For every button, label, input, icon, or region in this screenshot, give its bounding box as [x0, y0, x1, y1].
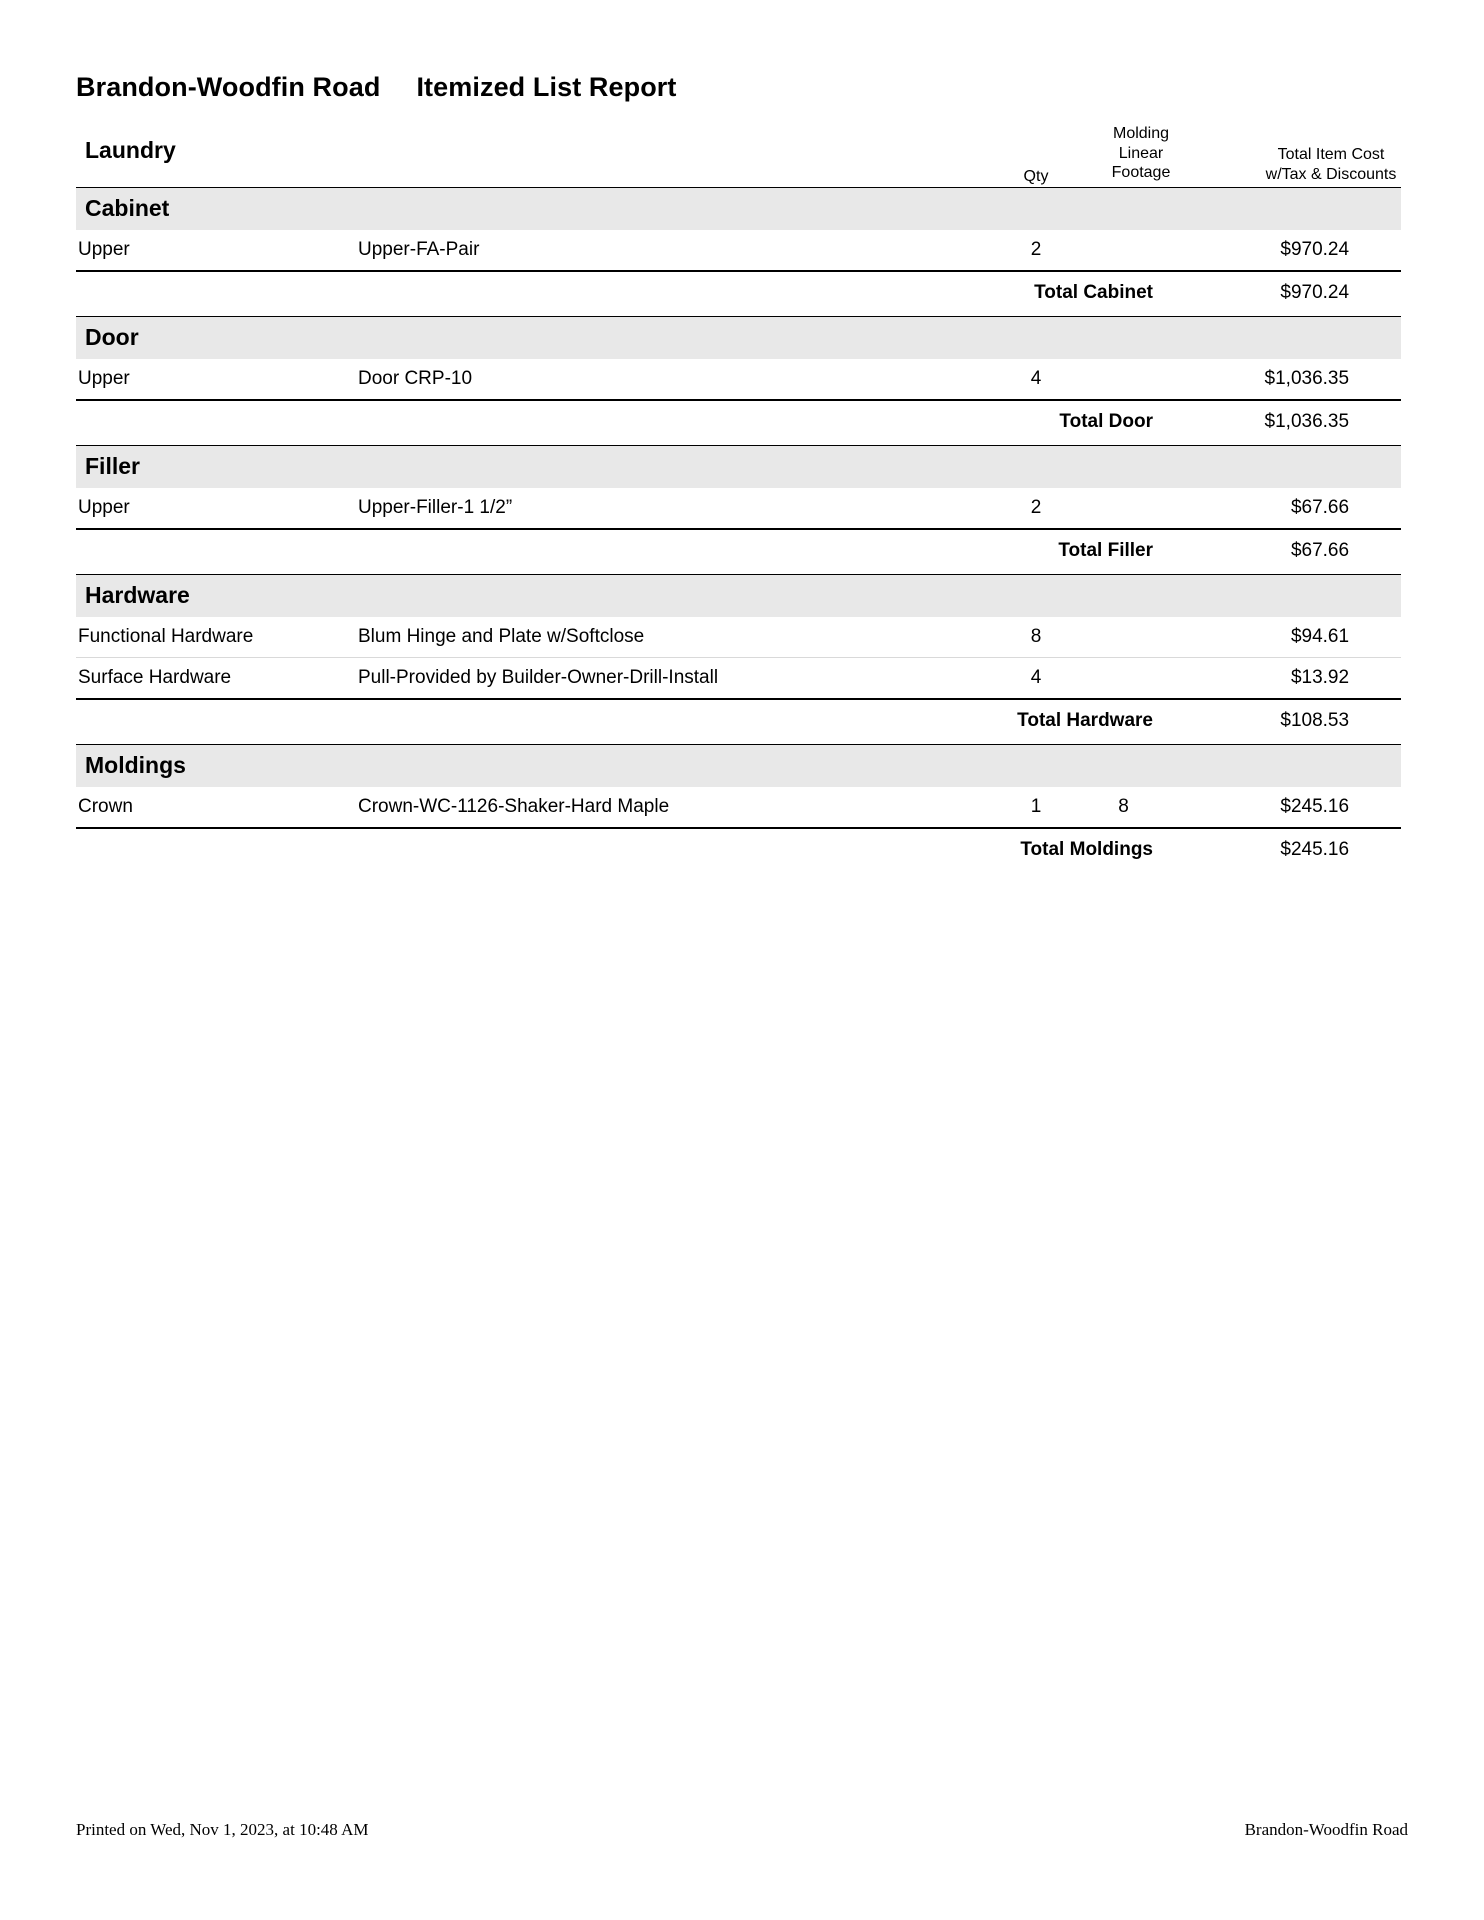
report-title: Itemized List Report [416, 72, 677, 102]
item-qty: 2 [996, 488, 1076, 529]
item-molding-footage [1076, 658, 1171, 700]
column-header-cost-line1: Total Item Cost [1277, 146, 1385, 163]
item-type: Crown [76, 787, 356, 828]
group-header-row [76, 446, 1401, 489]
group-header-row [76, 188, 1401, 231]
group-total-label: Total Filler [1058, 540, 1153, 561]
group-total-row [76, 400, 1401, 446]
item-type: Upper [76, 359, 356, 400]
report-content [76, 72, 1401, 873]
group-total-value: $108.53 [1280, 710, 1350, 731]
page-footer [76, 1820, 1408, 1840]
footer-project-name: Brandon-Woodfin Road [1244, 1820, 1408, 1839]
item-type: Upper [76, 230, 356, 271]
item-qty: 4 [996, 658, 1076, 700]
item-cost: $1,036.35 [1171, 359, 1401, 400]
item-description: Upper-Filler-1 1/2” [356, 488, 996, 529]
item-type: Upper [76, 488, 356, 529]
column-header-cost-line2: w/Tax & Discounts [1265, 165, 1397, 183]
item-qty: 4 [996, 359, 1076, 400]
column-header-molding-linear-footage [1086, 124, 1196, 183]
group-header-row [76, 575, 1401, 618]
group-name: Moldings [76, 745, 1401, 788]
item-description: Upper-FA-Pair [356, 230, 996, 271]
item-cost: $970.24 [1171, 230, 1401, 271]
group-name: Cabinet [76, 188, 1401, 231]
group-total-value: $67.66 [1290, 540, 1350, 561]
table-row [76, 359, 1401, 400]
table-column-headers [76, 115, 1401, 187]
table-row [76, 617, 1401, 658]
item-molding-footage [1076, 488, 1171, 529]
group-header-row [76, 745, 1401, 788]
item-type: Surface Hardware [76, 658, 356, 700]
table-row [76, 658, 1401, 700]
item-description: Blum Hinge and Plate w/Softclose [356, 617, 996, 658]
group-total-value: $245.16 [1280, 839, 1350, 860]
room-name: Laundry [85, 137, 176, 163]
item-molding-footage [1076, 359, 1171, 400]
item-description: Pull-Provided by Builder-Owner-Drill-Install [356, 658, 996, 700]
item-type: Functional Hardware [76, 617, 356, 658]
item-qty: 8 [996, 617, 1076, 658]
group-total-label: Total Hardware [1017, 710, 1153, 731]
group-total-row [76, 529, 1401, 575]
item-molding-footage [1076, 230, 1171, 271]
column-header-molding-line3: Footage [1111, 164, 1171, 182]
column-header-molding-line1: Molding [1112, 125, 1170, 142]
group-total-row [76, 271, 1401, 317]
group-total-value: $1,036.35 [1264, 411, 1350, 432]
itemized-table-body [76, 188, 1401, 874]
group-total-row [76, 699, 1401, 745]
table-row [76, 787, 1401, 828]
group-total-row [76, 828, 1401, 873]
group-total-value: $970.24 [1280, 282, 1350, 303]
group-total-label: Total Moldings [1020, 839, 1153, 860]
item-molding-footage [1076, 617, 1171, 658]
group-name: Hardware [76, 575, 1401, 618]
item-molding-footage: 8 [1076, 787, 1171, 828]
document-header [76, 72, 1401, 103]
column-header-molding-line2: Linear [1118, 144, 1164, 162]
table-row [76, 488, 1401, 529]
item-cost: $94.61 [1171, 617, 1401, 658]
group-header-row [76, 317, 1401, 360]
item-description: Crown-WC-1126-Shaker-Hard Maple [356, 787, 996, 828]
item-description: Door CRP-10 [356, 359, 996, 400]
column-header-total-item-cost [1226, 145, 1436, 184]
column-header-qty: Qty [1023, 168, 1049, 185]
item-qty: 1 [996, 787, 1076, 828]
group-name: Filler [76, 446, 1401, 489]
footer-printed-date: Printed on Wed, Nov 1, 2023, at 10:48 AM [76, 1820, 369, 1839]
item-qty: 2 [996, 230, 1076, 271]
item-cost: $67.66 [1171, 488, 1401, 529]
item-cost: $13.92 [1171, 658, 1401, 700]
item-cost: $245.16 [1171, 787, 1401, 828]
group-total-label: Total Door [1059, 411, 1153, 432]
table-row [76, 230, 1401, 271]
itemized-table [76, 187, 1401, 873]
group-name: Door [76, 317, 1401, 360]
group-total-label: Total Cabinet [1034, 282, 1153, 303]
project-title: Brandon-Woodfin Road [76, 72, 381, 102]
